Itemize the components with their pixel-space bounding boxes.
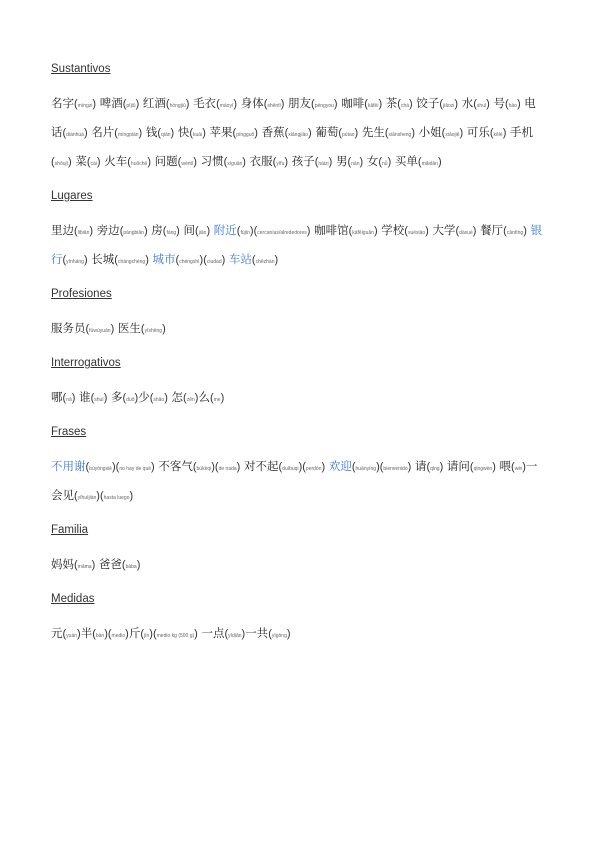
- hanzi: 买单: [394, 154, 418, 168]
- hanzi: 香蕉: [261, 125, 285, 139]
- hanzi: 少: [138, 390, 150, 404]
- vocab-entry: 房(fáng): [151, 223, 180, 237]
- pinyin: yīdiǎn: [228, 633, 242, 639]
- pinyin: shuí: [94, 397, 104, 403]
- hanzi: 小姐: [418, 125, 442, 139]
- vocab-entry: 号(hào): [493, 96, 521, 110]
- pinyin: jiǎozi: [443, 103, 455, 109]
- vocab-entry: 旁边(pángbiān): [96, 223, 148, 237]
- vocab-entry: 饺子(jiǎozi): [416, 96, 459, 110]
- vocab-entry: 么(me): [198, 390, 225, 404]
- pinyin: kuài: [193, 132, 203, 138]
- vocab-entry: 附近(fùjìn)(cercanías/alrededores): [213, 223, 311, 237]
- hanzi: 先生: [361, 125, 385, 139]
- word-list: [51, 551, 547, 580]
- hanzi: 多: [111, 390, 123, 404]
- word-list: [51, 315, 547, 344]
- vocab-entry: 少(shǎo): [138, 390, 168, 404]
- vocab-entry: 不用谢(búyòngxiè)(no hay de qué): [51, 459, 155, 473]
- hanzi: 半: [80, 626, 93, 640]
- word-list: [51, 90, 547, 177]
- hanzi: 菜: [75, 154, 87, 168]
- hanzi: 名字: [51, 96, 74, 110]
- vocab-entry: 一点(yīdiǎn): [201, 626, 246, 640]
- translation: no hay de qué: [119, 466, 152, 472]
- vocab-entry: 哪(nǎ): [51, 390, 76, 404]
- section-interrogativos: [51, 354, 547, 413]
- vocab-entry: 斤(jīn)(medio kg (500 g)): [128, 626, 198, 640]
- hanzi: 葡萄: [315, 125, 339, 139]
- hanzi: 习惯: [200, 154, 224, 168]
- hanzi: 饺子: [416, 96, 440, 110]
- hanzi: 附近: [213, 223, 237, 237]
- section-heading: Lugares: [51, 190, 93, 202]
- vocab-entry: 元(yuán): [51, 626, 81, 640]
- pinyin: fáng: [166, 230, 177, 236]
- hanzi: 茶: [385, 96, 398, 110]
- section-familia: [51, 521, 547, 580]
- vocab-entry: 朋友(péngyou): [288, 96, 338, 110]
- section-frases: [51, 423, 547, 511]
- hanzi: 不客气: [158, 459, 193, 473]
- section-lugares: [51, 187, 547, 275]
- hanzi: 手机: [510, 125, 534, 139]
- pinyin: māma: [77, 564, 92, 570]
- vocab-entry: 茶(chá): [385, 96, 413, 110]
- pinyin: hào: [508, 103, 517, 109]
- pinyin: duìbuqi: [282, 466, 299, 472]
- pinyin: jiān: [198, 230, 207, 236]
- section-heading: Profesiones: [51, 288, 112, 300]
- word-list: [51, 384, 547, 413]
- hanzi: 妈妈: [51, 557, 74, 571]
- pinyin: kělè: [493, 132, 503, 138]
- hanzi: 哪: [51, 390, 63, 404]
- vocab-entry: 怎(zěn): [171, 390, 199, 404]
- pinyin: píngguǒ: [236, 132, 255, 138]
- section-heading: Medidas: [51, 593, 95, 605]
- pinyin: xíguàn: [227, 161, 243, 167]
- pinyin: wèntí: [181, 161, 194, 167]
- pinyin: nǚ: [382, 161, 388, 167]
- pinyin: píjiǔ: [126, 103, 136, 109]
- vocab-entry: 可乐(kělè): [466, 125, 507, 139]
- vocab-entry: 大学(dàxué): [432, 223, 477, 237]
- pinyin: xuéxiào: [407, 230, 426, 236]
- pinyin: me: [213, 397, 221, 403]
- pinyin: fúwùyuán: [89, 328, 111, 334]
- vocab-entry: 名字(míngzi): [51, 96, 97, 110]
- pinyin: qǐngwèn: [473, 466, 493, 472]
- vocab-entry: 问题(wèntí): [154, 154, 197, 168]
- hanzi: 对不起: [244, 459, 279, 473]
- hanzi: 啤酒: [99, 96, 123, 110]
- hanzi: 服务员: [51, 321, 86, 335]
- hanzi: 爸爸: [98, 557, 122, 571]
- vocab-entry: 学校(xuéxiào): [381, 223, 429, 237]
- vocab-entry: 孩子(háizi): [291, 154, 333, 168]
- hanzi: 医生: [117, 321, 141, 335]
- vocab-entry: 买单(mǎidān): [394, 154, 442, 168]
- hanzi: 号: [493, 96, 505, 110]
- pinyin: nǎ: [66, 397, 72, 403]
- vocab-entry: 谁(shuí): [79, 390, 108, 404]
- hanzi: 一点: [201, 626, 225, 640]
- hanzi: 房: [151, 223, 163, 237]
- pinyin: yīshēng: [144, 328, 163, 334]
- vocab-entry: 咖啡馆(kāfēiguǎn): [314, 223, 378, 237]
- pinyin: diànhuà: [66, 132, 84, 138]
- section-profesiones: [51, 285, 547, 344]
- hanzi: 身体: [240, 96, 264, 110]
- vocab-entry: 咖啡(kāfēi): [341, 96, 383, 110]
- pinyin: qián: [161, 132, 171, 138]
- pinyin: péngyou: [314, 103, 334, 109]
- pinyin: shǒujī: [54, 161, 69, 167]
- vocab-entry: 快(kuài): [177, 125, 206, 139]
- hanzi: 快: [177, 125, 190, 139]
- vocab-entry: 水(shuǐ): [461, 96, 490, 110]
- vocab-entry: 红酒(hóngjiǔ): [142, 96, 190, 110]
- hanzi: 一共: [245, 626, 269, 640]
- vocab-entry: 爸爸(bàba): [98, 557, 141, 571]
- pinyin: bàn: [95, 633, 105, 639]
- translation: cercanías/alrededores: [257, 230, 307, 236]
- vocab-entry: 火车(huǒchē): [104, 154, 151, 168]
- hanzi: 里边: [51, 223, 74, 237]
- hanzi: 水: [461, 96, 474, 110]
- pinyin: xiǎojiě: [445, 132, 460, 138]
- pinyin: shēntǐ: [267, 103, 281, 109]
- pinyin: cāntīng: [506, 230, 524, 236]
- hanzi: 请问: [446, 459, 470, 473]
- vocab-entry: 喂(wèi): [499, 459, 526, 473]
- pinyin: pútao: [342, 132, 355, 138]
- hanzi: 斤: [128, 626, 141, 640]
- vocab-entry: 对不起(duìbuqi)(perdón): [244, 459, 326, 473]
- section-heading: Familia: [51, 524, 89, 536]
- vocab-entry: 衣服(yīfu): [249, 154, 289, 168]
- pinyin: wèi: [514, 466, 523, 472]
- hanzi: 问题: [154, 154, 178, 168]
- pinyin: máoyī: [219, 103, 234, 109]
- vocab-entry: 请(qǐng): [414, 459, 444, 473]
- word-list: [51, 620, 547, 649]
- hanzi: 毛衣: [193, 96, 217, 110]
- hanzi: 请: [414, 459, 427, 473]
- vocab-entry: 小姐(xiǎojiě): [418, 125, 464, 139]
- pinyin: yínháng: [66, 259, 84, 265]
- vocab-entry: 间(jiān): [183, 223, 211, 237]
- vocab-entry: 城市(chéngshì)(ciudad): [152, 252, 226, 266]
- hanzi: 喂: [499, 459, 512, 473]
- vocab-entry: 服务员(fúwùyuán): [51, 321, 115, 335]
- pinyin: yīhuìjiàn: [77, 495, 97, 501]
- pinyin: duō: [126, 397, 135, 403]
- pinyin: mǎidān: [421, 161, 438, 167]
- pinyin: jīn: [144, 633, 150, 639]
- pinyin: zěn: [186, 397, 195, 403]
- pinyin: lǐbiān: [77, 230, 90, 236]
- hanzi: 咖啡: [341, 96, 365, 110]
- vocabulary-list: [51, 60, 547, 659]
- translation: medio: [111, 633, 126, 639]
- hanzi: 男: [335, 154, 348, 168]
- hanzi: 火车: [104, 154, 128, 168]
- hanzi: 可乐: [466, 125, 490, 139]
- vocab-entry: 女(nǚ): [366, 154, 392, 168]
- pinyin: chá: [400, 103, 410, 109]
- vocab-entry: 男(nán): [335, 154, 364, 168]
- hanzi: 么: [198, 390, 210, 404]
- vocab-entry: 车站(chēzhàn): [228, 252, 279, 266]
- vocab-entry: 毛衣(máoyī): [193, 96, 238, 110]
- vocab-entry: 妈妈(māma): [51, 557, 96, 571]
- hanzi: 朋友: [288, 96, 312, 110]
- vocab-entry: 苹果(píngguǒ): [209, 125, 258, 139]
- pinyin: hóngjiǔ: [169, 103, 186, 109]
- vocab-entry: 先生(xiānsheng): [361, 125, 415, 139]
- translation: de nada: [218, 466, 237, 472]
- translation: bienvenido: [383, 466, 408, 472]
- pinyin: háizi: [318, 161, 329, 167]
- section-sustantivos: [51, 60, 547, 177]
- vocab-entry: 葡萄(pútao): [315, 125, 359, 139]
- vocab-entry: 习惯(xíguàn): [200, 154, 246, 168]
- pinyin: búyòngxiè: [89, 466, 112, 472]
- vocab-entry: 里边(lǐbiān): [51, 223, 94, 237]
- translation: ciudad: [206, 259, 222, 265]
- vocab-entry: 身体(shēntǐ): [240, 96, 285, 110]
- pinyin: dàxué: [459, 230, 473, 236]
- hanzi: 谁: [79, 390, 91, 404]
- vocab-entry: 手机(shǒujī): [51, 125, 534, 168]
- pinyin: bàba: [125, 564, 137, 570]
- vocab-entry: 一会见(yīhuìjiàn)(hasta luego): [51, 459, 538, 502]
- vocab-entry: 啤酒(píjiǔ): [99, 96, 140, 110]
- vocab-entry: 一共(yīgòng): [245, 626, 291, 640]
- translation: hasta luego: [103, 495, 130, 501]
- section-heading: Frases: [51, 426, 87, 438]
- translation: medio kg (500 g): [156, 633, 195, 639]
- vocab-entry: 半(bàn)(medio): [80, 626, 129, 640]
- pinyin: yuán: [66, 633, 78, 639]
- translation: perdón: [305, 466, 322, 472]
- vocab-entry: 菜(cài): [75, 154, 101, 168]
- pinyin: huānyíng: [355, 466, 377, 472]
- vocab-entry: 多(duō): [111, 390, 139, 404]
- hanzi: 餐厅: [480, 223, 504, 237]
- pinyin: qǐng: [430, 466, 440, 472]
- section-heading: Interrogativos: [51, 357, 121, 369]
- vocab-entry: 电话(diànhuà): [51, 96, 536, 139]
- hanzi: 学校: [381, 223, 405, 237]
- pinyin: chángchéng: [117, 259, 146, 265]
- pinyin: cài: [90, 161, 97, 167]
- vocab-entry: 医生(yīshēng): [117, 321, 166, 335]
- pinyin: shǎo: [153, 397, 165, 403]
- hanzi: 大学: [432, 223, 456, 237]
- pinyin: nán: [351, 161, 360, 167]
- vocab-entry: 钱(qián): [145, 125, 175, 139]
- pinyin: xiānsheng: [388, 132, 412, 138]
- pinyin: búkèqi: [196, 466, 212, 472]
- hanzi: 钱: [145, 125, 158, 139]
- pinyin: míngpiàn: [117, 132, 139, 138]
- pinyin: shuǐ: [476, 103, 487, 109]
- pinyin: míngzi: [77, 103, 93, 109]
- hanzi: 怎: [171, 390, 184, 404]
- pinyin: huǒchē: [130, 161, 148, 167]
- hanzi: 咖啡馆: [314, 223, 349, 237]
- vocab-entry: 名片(míngpiàn): [91, 125, 143, 139]
- hanzi: 长城: [91, 252, 115, 266]
- hanzi: 车站: [228, 252, 252, 266]
- section-medidas: [51, 590, 547, 649]
- hanzi: 元: [51, 626, 63, 640]
- pinyin: xiāngjiāo: [288, 132, 309, 138]
- hanzi: 银行: [51, 223, 543, 266]
- pinyin: pángbiān: [123, 230, 144, 236]
- hanzi: 欢迎: [328, 459, 352, 473]
- hanzi: 红酒: [142, 96, 166, 110]
- vocab-entry: 请问(qǐngwèn): [446, 459, 496, 473]
- pinyin: chēzhàn: [255, 259, 275, 265]
- pinyin: yīfu: [276, 161, 285, 167]
- vocab-entry: 不客气(búkèqi)(de nada): [158, 459, 241, 473]
- word-list: [51, 453, 547, 511]
- vocab-entry: 银行(yínháng): [51, 223, 543, 266]
- hanzi: 一会见: [51, 459, 538, 502]
- pinyin: kāfēiguǎn: [352, 230, 374, 236]
- pinyin: fùjìn: [240, 230, 250, 236]
- vocab-entry: 欢迎(huānyíng)(bienvenido): [328, 459, 412, 473]
- hanzi: 名片: [91, 125, 115, 139]
- word-list: [51, 217, 547, 275]
- pinyin: chéngshì: [179, 259, 200, 265]
- hanzi: 女: [366, 154, 379, 168]
- hanzi: 城市: [152, 252, 176, 266]
- hanzi: 间: [183, 223, 195, 237]
- hanzi: 孩子: [291, 154, 315, 168]
- vocab-entry: 餐厅(cāntīng): [480, 223, 527, 237]
- hanzi: 旁边: [96, 223, 120, 237]
- pinyin: yīgòng: [271, 633, 287, 639]
- hanzi: 衣服: [249, 154, 273, 168]
- hanzi: 不用谢: [51, 459, 86, 473]
- vocab-entry: 香蕉(xiāngjiāo): [261, 125, 312, 139]
- section-heading: Sustantivos: [51, 63, 111, 75]
- pinyin: kāfēi: [367, 103, 379, 109]
- hanzi: 电话: [51, 96, 536, 139]
- vocab-entry: 长城(chángchéng): [91, 252, 149, 266]
- hanzi: 苹果: [209, 125, 233, 139]
